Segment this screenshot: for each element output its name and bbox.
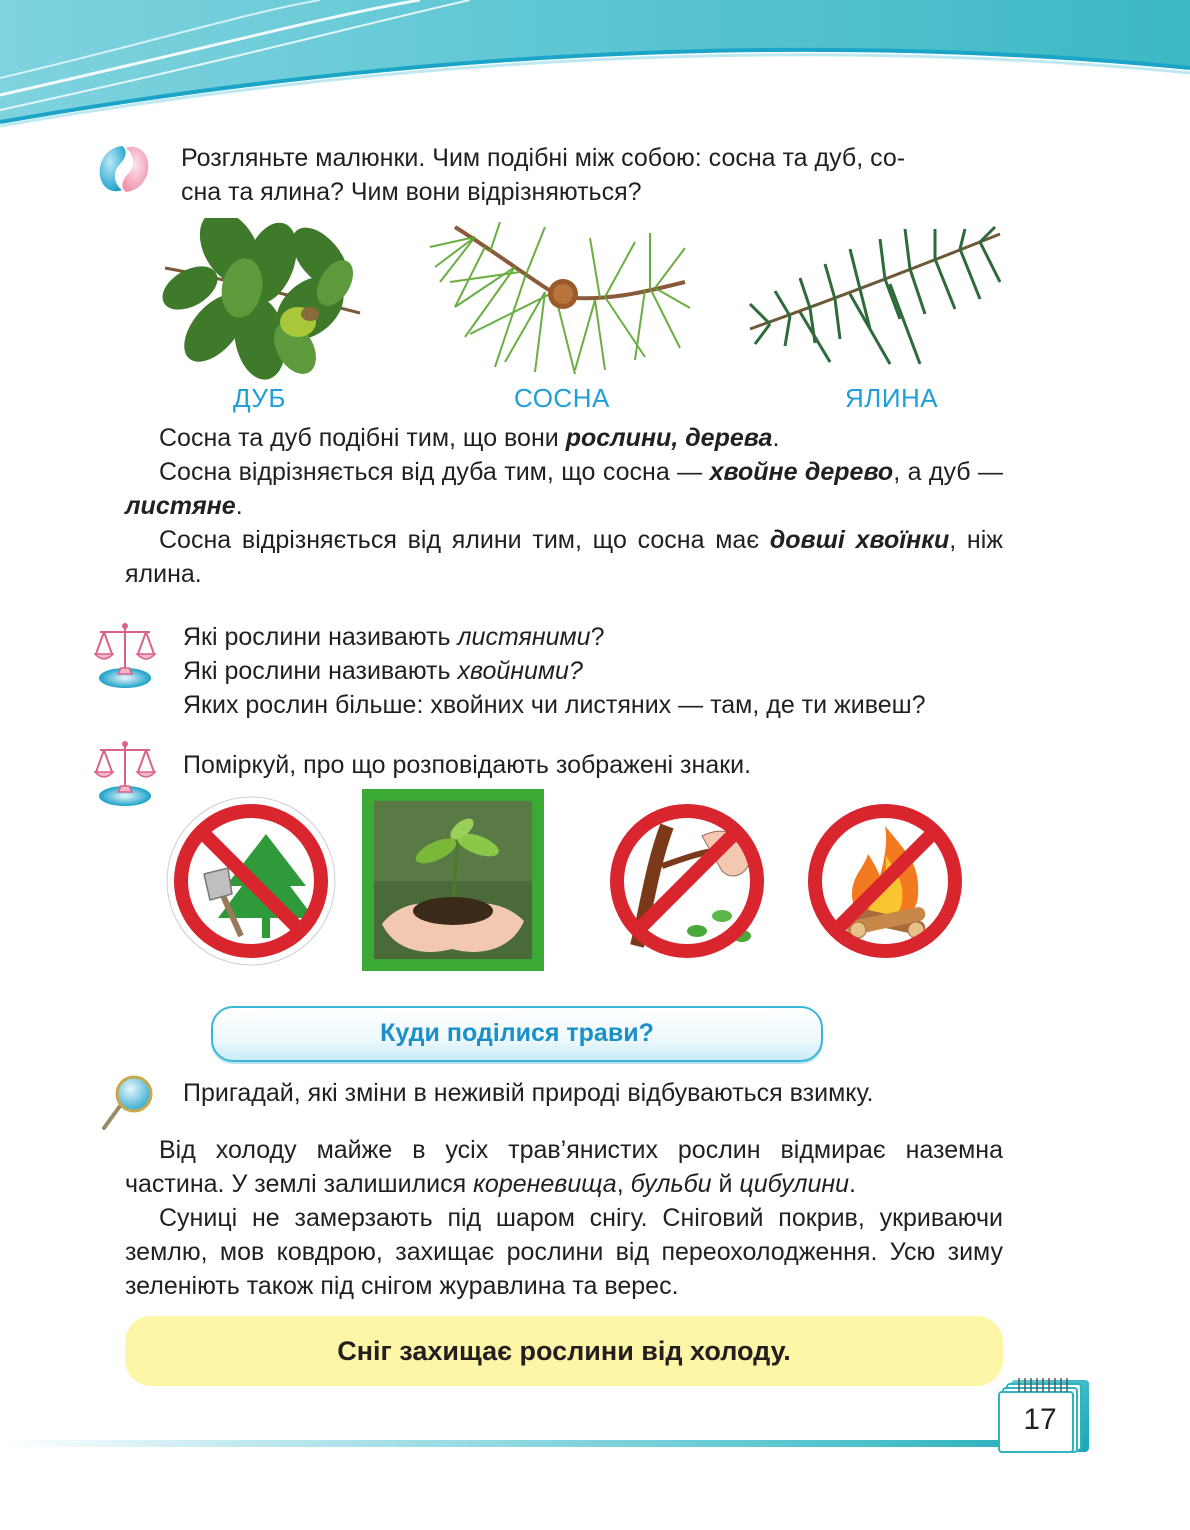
italic-term: листяними [457,623,591,651]
oak-branch-image [160,218,365,383]
italic-term: бульби [630,1170,712,1198]
caption-pine: СОСНА [514,383,610,413]
header-wave-band [0,0,1190,130]
answer-text: , а дуб — [893,458,1004,486]
italic-term: хвойними? [457,657,583,685]
no-breaking-branches-sign-icon [602,796,772,966]
no-campfire-sign-icon [800,796,970,966]
body-paragraph-2: Суниці не замерзають під шаром снігу. Сніговий покрив, укриваючи землю, мов ковдрою, захищає рослини від переохолодження. Усю зиму зеленіють також під снігом журавлина та верес. [125,1204,1003,1300]
scales-icon [92,736,158,808]
answer-text: Сосна та дуб подібні тим, що вони [159,424,566,452]
no-cutting-trees-sign-icon [166,796,336,966]
activity2-question-2 [183,654,583,688]
body-text: . [849,1170,856,1198]
emphasis: хвойне дерево [709,458,894,486]
body-text: Від холоду майже в усіх трав’янистих рослин відмирає наземна частина. У землі залишилися [125,1136,1003,1198]
section-title: Куди поділися трави? [211,1006,823,1062]
activity4-prompt: Пригадай, які зміни в неживій природі відбуваються взимку. [183,1079,874,1107]
pine-branch-image [415,222,693,380]
answer-paragraph-3 [125,523,1003,591]
seedling-in-hands-icon [362,789,544,971]
answer-text: , ніж ялина. [125,526,1003,588]
answer-paragraph-1 [125,421,1003,455]
activity3-prompt: Поміркуй, про що розповідають зображені знаки. [183,751,752,779]
two-drops-icon [94,140,154,198]
emphasis: листяне [125,492,236,520]
question-text: Які рослини називають [183,657,458,685]
caption-oak: ДУБ [233,383,286,413]
magnifier-icon [100,1074,158,1130]
question-text: Які рослини називають [183,623,458,651]
answer-text: . [235,492,243,520]
answer-text: Сосна відрізняється від ялини тим, що сосна має [159,526,770,554]
spruce-branch-image [740,224,1003,379]
answer-text: Сосна відрізняється від дуба тим, що сосна — [159,458,710,486]
question-text: ? [590,623,605,651]
body-paragraph-1 [125,1133,1003,1201]
activity2-question-3: Яких рослин більше: хвойних чи листяних — там, де ти живеш? [183,691,926,719]
activity1-question-line1: Розгляньте малюнки. Чим подібні між собою: сосна та дуб, со- [181,144,906,172]
conclusion-box: Сніг захищає рослини від холоду. [125,1316,1003,1386]
italic-term: кореневища [473,1170,617,1198]
scales-icon [92,618,158,690]
italic-term: цибулини [739,1170,850,1198]
activity2-question-1 [183,620,604,654]
body-text: , [616,1170,631,1198]
body-text: й [711,1170,740,1198]
footer-line [0,1440,1010,1447]
answer-text: . [772,424,780,452]
caption-spruce: ЯЛИНА [845,383,939,413]
page-number: 17 [1023,1403,1057,1436]
answer-paragraph-2 [125,455,1003,523]
emphasis: рослини, дерева [565,424,773,452]
activity1-question-line2: сна та ялина? Чим вони відрізняються? [181,178,642,206]
emphasis: довші хвоїнки [769,526,950,554]
